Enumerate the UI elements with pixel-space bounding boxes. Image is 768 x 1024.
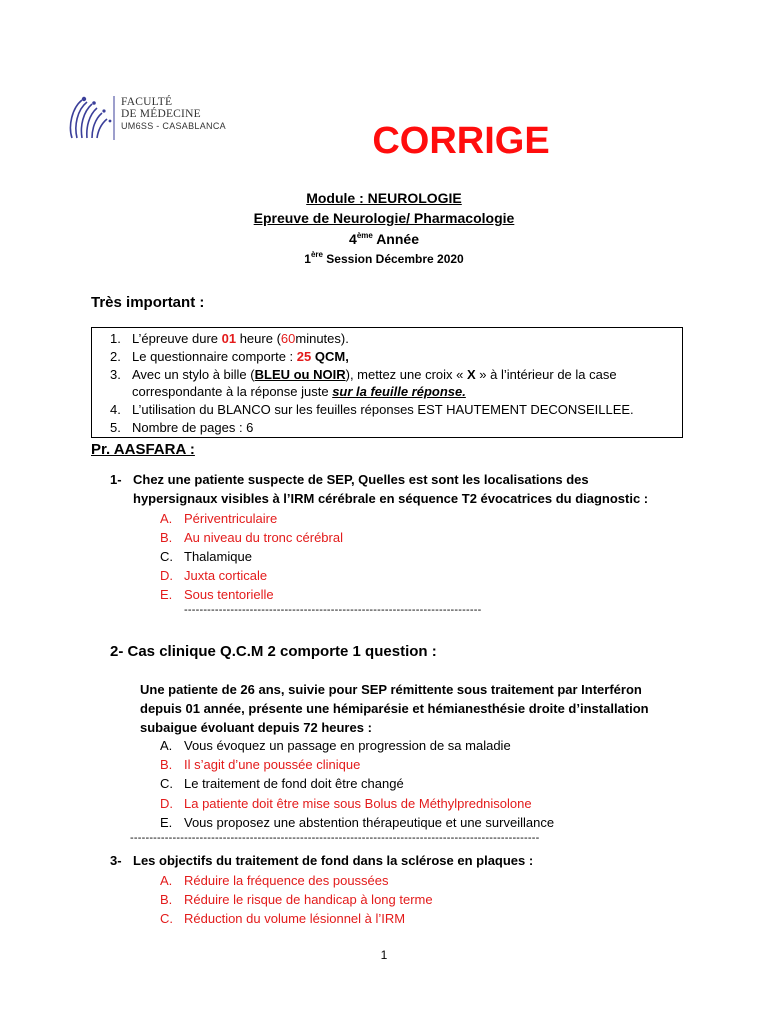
text-part-bold: QCM, [311, 349, 349, 364]
year-title [0, 231, 768, 247]
option-text: La patiente doit être mise sous Bolus de Méthylprednisolone [184, 796, 532, 811]
option-letter: C. [160, 911, 173, 926]
highlight-pen-color: BLEU ou NOIR [254, 367, 346, 382]
text-part: minutes). [295, 331, 349, 346]
module-title: Module : NEUROLOGIE [306, 190, 462, 206]
option-letter: B. [160, 757, 173, 772]
option-text: Réduire la fréquence des poussées [184, 873, 389, 888]
text-part: Le questionnaire comporte : [132, 349, 297, 364]
instruction-text [132, 330, 672, 347]
separator-line: ----------------------------------------------------------------------------- [184, 604, 482, 616]
session-superscript: ère [310, 250, 323, 259]
text-part: L’épreuve dure [132, 331, 222, 346]
option-text: Périventriculaire [184, 511, 278, 526]
question-3-text: Les objectifs du traitement de fond dans la sclérose en plaques : [133, 853, 534, 868]
highlight-count: 25 [296, 349, 312, 364]
instruction-number: 2. [110, 349, 121, 364]
question-2-case [140, 680, 700, 737]
session-number: 1 [304, 252, 311, 266]
instruction-text [132, 366, 672, 400]
year-superscript: ème [356, 231, 373, 240]
separator-line: ---------------------------------------------------------------------------------------------------------- [130, 832, 540, 844]
question-line: Chez une patiente suspecte de SEP, Quelles est sont les localisations des [133, 472, 589, 487]
option-letter: C. [160, 776, 173, 791]
question-1-text [133, 470, 693, 508]
year-number: 4 [349, 231, 357, 247]
instruction-text [132, 348, 672, 365]
option-letter: E. [160, 815, 173, 830]
logo-line-2: DE MÉDECINE [121, 108, 201, 120]
highlight-duration: 01 [221, 331, 237, 346]
instruction-number: 1. [110, 331, 121, 346]
option-letter: D. [160, 796, 173, 811]
logo-line-3: UM6SS - CASABLANCA [121, 121, 226, 131]
option-text: Le traitement de fond doit être changé [184, 776, 404, 791]
instruction-number: 5. [110, 420, 121, 435]
logo-line-1: FACULTÉ [121, 96, 173, 108]
case-line: depuis 01 année, présente une hémiparésie et hémianesthésie droite d’installation [140, 701, 649, 716]
text-part: » à l’intérieur de la case [475, 367, 617, 382]
option-text: Réduire le risque de handicap à long terme [184, 892, 433, 907]
highlight-minutes: 60 [280, 331, 296, 346]
option-letter: E. [160, 587, 173, 602]
case-line: Une patiente de 26 ans, suivie pour SEP rémittente sous traitement par Interféron [140, 682, 642, 697]
highlight-answer-sheet: sur la feuille réponse. [332, 384, 466, 399]
text-part: heure ( [236, 331, 281, 346]
option-text: Sous tentorielle [184, 587, 274, 602]
option-letter: A. [160, 873, 173, 888]
instruction-number: 4. [110, 402, 121, 417]
text-part: Avec un stylo à bille ( [132, 367, 255, 382]
instruction-number: 3. [110, 367, 121, 382]
option-letter: B. [160, 530, 173, 545]
session-rest: Session Décembre 2020 [322, 252, 464, 266]
professor-heading: Pr. AASFARA : [91, 441, 195, 458]
option-letter: A. [160, 738, 173, 753]
option-text: Vous évoquez un passage en progression de sa maladie [184, 738, 511, 753]
option-text: Vous proposez une abstention thérapeutique et une surveillance [184, 815, 555, 830]
option-text: Réduction du volume lésionnel à l’IRM [184, 911, 406, 926]
option-letter: C. [160, 549, 173, 564]
instruction-text: Nombre de pages : 6 [132, 420, 254, 435]
page-number: 1 [380, 948, 388, 962]
year-word: Année [372, 231, 419, 247]
question-2-title: 2- Cas clinique Q.C.M 2 comporte 1 question : [110, 643, 437, 660]
question-3-number: 3- [110, 853, 122, 868]
text-part: correspondante à la réponse juste [132, 384, 333, 399]
important-heading: Très important : [91, 294, 205, 311]
instructions-box [91, 327, 683, 438]
text-part: ), mettez une croix « [345, 367, 467, 382]
question-line: hypersignaux visibles à l’IRM cérébrale en séquence T2 évocatrices du diagnostic : [133, 491, 649, 506]
corrige-title: CORRIGE [372, 120, 550, 162]
option-letter: A. [160, 511, 173, 526]
instruction-text: L’utilisation du BLANCO sur les feuilles réponses EST HAUTEMENT DECONSEILLEE. [132, 402, 634, 417]
option-text: Au niveau du tronc cérébral [184, 530, 343, 545]
question-1-number: 1- [110, 472, 122, 487]
option-text: Il s’agit d’une poussée clinique [184, 757, 361, 772]
option-letter: B. [160, 892, 173, 907]
option-text: Juxta corticale [184, 568, 268, 583]
highlight-x: X [467, 367, 476, 382]
option-text: Thalamique [184, 549, 252, 564]
exam-title: Epreuve de Neurologie/ Pharmacologie [253, 210, 515, 226]
option-letter: D. [160, 568, 173, 583]
case-line: subaigue évoluant depuis 72 heures : [140, 720, 372, 735]
session-title [0, 252, 768, 266]
